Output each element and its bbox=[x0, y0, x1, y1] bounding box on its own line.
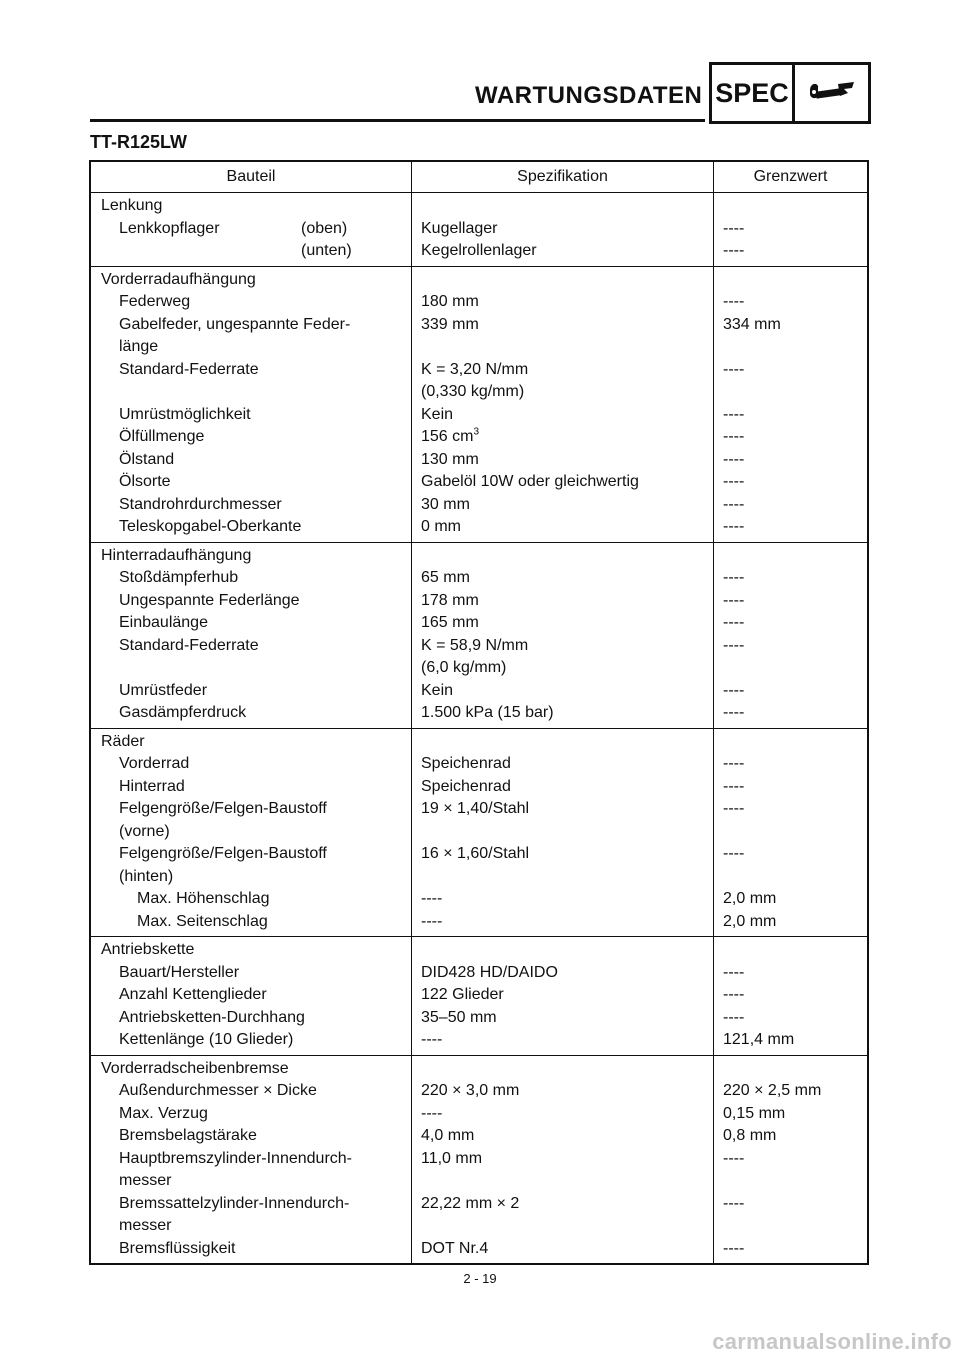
page-title: WARTUNGSDATEN bbox=[475, 82, 703, 109]
row-limit: ---- bbox=[723, 614, 745, 631]
row-limit: ---- bbox=[723, 1149, 745, 1167]
row-limit: ---- bbox=[723, 986, 745, 1003]
row-spec: 122 Glieder bbox=[421, 986, 504, 1003]
row-label: (vorne) bbox=[119, 822, 170, 840]
row-label: Einbaulänge bbox=[119, 614, 208, 631]
row-limit: ---- bbox=[723, 1008, 745, 1026]
section-hinterradaufhaengung bbox=[91, 543, 867, 729]
row-label: Standard-Federrate bbox=[119, 636, 259, 654]
row-label: Standrohrdurchmesser bbox=[119, 495, 282, 513]
row-position: (unten) bbox=[301, 242, 352, 259]
row-label: Hinterrad bbox=[119, 777, 185, 795]
row-label: Gasdämpferdruck bbox=[119, 704, 247, 721]
row-label: Bauart/Hersteller bbox=[119, 963, 240, 981]
row-limit: ---- bbox=[723, 293, 745, 310]
row-position: (oben) bbox=[301, 219, 348, 237]
row-spec: 339 mm bbox=[421, 315, 479, 333]
row-spec: 130 mm bbox=[421, 450, 479, 468]
row-label: Max. Verzug bbox=[119, 1104, 208, 1122]
section-vorderradaufhaengung bbox=[91, 267, 867, 543]
row-label: Lenkkopflager bbox=[119, 219, 220, 237]
oil-volume-exponent: 3 bbox=[473, 426, 480, 438]
row-limit: ---- bbox=[723, 681, 745, 699]
oil-volume-value: 156 cm bbox=[421, 428, 474, 445]
row-spec: 0 mm bbox=[421, 518, 461, 535]
row-limit: ---- bbox=[723, 518, 745, 535]
wrench-icon bbox=[795, 65, 868, 121]
row-spec: 220 × 3,0 mm bbox=[421, 1082, 520, 1099]
row-spec: Gabelöl 10W oder gleichwertig bbox=[421, 473, 639, 490]
row-spec: Kugellager bbox=[421, 219, 498, 237]
row-label: Max. Höhenschlag bbox=[137, 890, 270, 907]
row-limit: ---- bbox=[723, 800, 745, 817]
section-title: Antriebskette bbox=[101, 941, 195, 958]
row-spec: 11,0 mm bbox=[421, 1149, 483, 1167]
row-spec-volume bbox=[421, 426, 713, 449]
section-title: Räder bbox=[101, 732, 145, 750]
row-limit: ---- bbox=[723, 845, 745, 862]
row-label: Ölstand bbox=[119, 450, 175, 468]
row-label: messer bbox=[119, 1217, 172, 1234]
row-limit: ---- bbox=[723, 1239, 745, 1257]
row-limit: ---- bbox=[723, 219, 745, 237]
row-limit: ---- bbox=[723, 636, 745, 654]
row-spec: ---- bbox=[421, 890, 443, 907]
row-limit: ---- bbox=[723, 755, 745, 772]
row-label: Teleskopgabel-Oberkante bbox=[119, 518, 302, 535]
row-spec: Kein bbox=[421, 405, 454, 423]
header-bauteil: Bauteil bbox=[91, 162, 412, 192]
row-spec: Kein bbox=[421, 681, 454, 699]
row-spec: ---- bbox=[421, 1104, 443, 1122]
header-rule bbox=[90, 119, 705, 122]
row-label: Bremsflüssigkeit bbox=[119, 1239, 236, 1257]
header-grenzwert: Grenzwert bbox=[753, 168, 828, 185]
row-limit: 2,0 mm bbox=[723, 890, 777, 907]
row-limit: 2,0 mm bbox=[723, 912, 777, 930]
spec-badge bbox=[709, 62, 871, 124]
row-spec: Speichenrad bbox=[421, 777, 511, 795]
row-limit: ---- bbox=[723, 405, 745, 423]
row-label: Umrüstfeder bbox=[119, 681, 208, 699]
row-label: Hauptbremszylinder-Innendurch- bbox=[119, 1149, 352, 1167]
row-spec: 1.500 kPa (15 bar) bbox=[421, 704, 554, 721]
row-spec: 30 mm bbox=[421, 495, 470, 513]
row-limit: ---- bbox=[723, 963, 745, 981]
row-limit: 0,15 mm bbox=[723, 1104, 786, 1122]
row-spec: Speichenrad bbox=[421, 755, 511, 772]
row-label: Gabelfeder, ungespannte Feder- bbox=[119, 315, 351, 333]
row-label: Standard-Federrate bbox=[119, 360, 259, 378]
row-label: Ungespannte Federlänge bbox=[119, 591, 300, 609]
row-label: (hinten) bbox=[119, 867, 174, 885]
row-label: Bremssattelzylinder-Innendurch- bbox=[119, 1194, 350, 1212]
row-spec: (6,0 kg/mm) bbox=[421, 659, 507, 676]
row-limit: ---- bbox=[723, 704, 745, 721]
row-limit: ---- bbox=[723, 242, 745, 259]
section-title: Vorderradaufhängung bbox=[101, 270, 256, 288]
row-spec: ---- bbox=[421, 1031, 443, 1048]
row-spec: 180 mm bbox=[421, 293, 479, 310]
row-limit: ---- bbox=[723, 569, 745, 586]
row-spec: (0,330 kg/mm) bbox=[421, 383, 525, 400]
header-spezifikation: Spezifikation bbox=[412, 162, 714, 192]
row-limit: ---- bbox=[723, 1194, 745, 1212]
section-title: Lenkung bbox=[101, 197, 163, 214]
section-title: Vorderradscheibenbremse bbox=[101, 1059, 289, 1077]
row-spec: 4,0 mm bbox=[421, 1127, 475, 1144]
row-label: länge bbox=[119, 338, 159, 355]
row-spec: 178 mm bbox=[421, 591, 479, 609]
row-limit: ---- bbox=[723, 777, 745, 795]
row-spec: 65 mm bbox=[421, 569, 470, 586]
row-spec: 165 mm bbox=[421, 614, 479, 631]
row-limit: ---- bbox=[723, 473, 745, 490]
row-label: Federweg bbox=[119, 293, 191, 310]
table-header bbox=[91, 162, 867, 193]
row-label: messer bbox=[119, 1172, 172, 1189]
section-raeder bbox=[91, 729, 867, 938]
row-spec: Kegelrollenlager bbox=[421, 242, 537, 259]
row-label: Vorderrad bbox=[119, 755, 190, 772]
row-label: Außendurchmesser × Dicke bbox=[119, 1082, 317, 1099]
model-heading: TT-R125LW bbox=[90, 132, 188, 152]
spec-label: SPEC bbox=[712, 65, 795, 121]
row-label: Umrüstmöglichkeit bbox=[119, 405, 251, 423]
row-label: Antriebsketten-Durchhang bbox=[119, 1008, 305, 1026]
row-label: Bremsbelagstärake bbox=[119, 1127, 257, 1144]
section-lenkung bbox=[91, 193, 867, 267]
watermark-link[interactable]: carmanualsonline.info bbox=[712, 1329, 952, 1354]
row-label: Felgengröße/Felgen-Baustoff bbox=[119, 845, 327, 862]
section-antriebskette bbox=[91, 937, 867, 1056]
row-spec: K = 3,20 N/mm bbox=[421, 360, 529, 378]
section-title: Hinterradaufhängung bbox=[101, 546, 252, 564]
spec-table bbox=[89, 160, 869, 1265]
row-limit: ---- bbox=[723, 360, 745, 378]
row-spec: 35–50 mm bbox=[421, 1008, 497, 1026]
page-number: 2 - 19 bbox=[463, 1271, 497, 1286]
row-label: Kettenlänge (10 Glieder) bbox=[119, 1031, 294, 1048]
row-limit: ---- bbox=[723, 450, 745, 468]
row-limit: ---- bbox=[723, 495, 745, 513]
row-limit: 121,4 mm bbox=[723, 1031, 795, 1048]
row-spec: 19 × 1,40/Stahl bbox=[421, 800, 530, 817]
row-label: Stoßdämpferhub bbox=[119, 569, 239, 586]
row-label: Felgengröße/Felgen-Baustoff bbox=[119, 800, 327, 817]
row-spec: DOT Nr.4 bbox=[421, 1239, 489, 1257]
row-label: Ölsorte bbox=[119, 473, 171, 490]
row-spec: ---- bbox=[421, 912, 443, 930]
row-limit: 0,8 mm bbox=[723, 1127, 777, 1144]
section-vorderradscheibenbremse bbox=[91, 1056, 867, 1264]
row-label: Anzahl Kettenglieder bbox=[119, 986, 267, 1003]
row-label: Ölfüllmenge bbox=[119, 428, 205, 445]
row-limit: 220 × 2,5 mm bbox=[723, 1082, 822, 1099]
row-limit: 334 mm bbox=[723, 315, 781, 333]
row-label: Max. Seitenschlag bbox=[137, 912, 268, 930]
row-spec: 22,22 mm × 2 bbox=[421, 1194, 520, 1212]
row-limit: ---- bbox=[723, 428, 745, 445]
row-spec: 16 × 1,60/Stahl bbox=[421, 845, 530, 862]
row-spec: DID428 HD/DAIDO bbox=[421, 963, 558, 981]
row-limit: ---- bbox=[723, 591, 745, 609]
row-spec: K = 58,9 N/mm bbox=[421, 636, 529, 654]
